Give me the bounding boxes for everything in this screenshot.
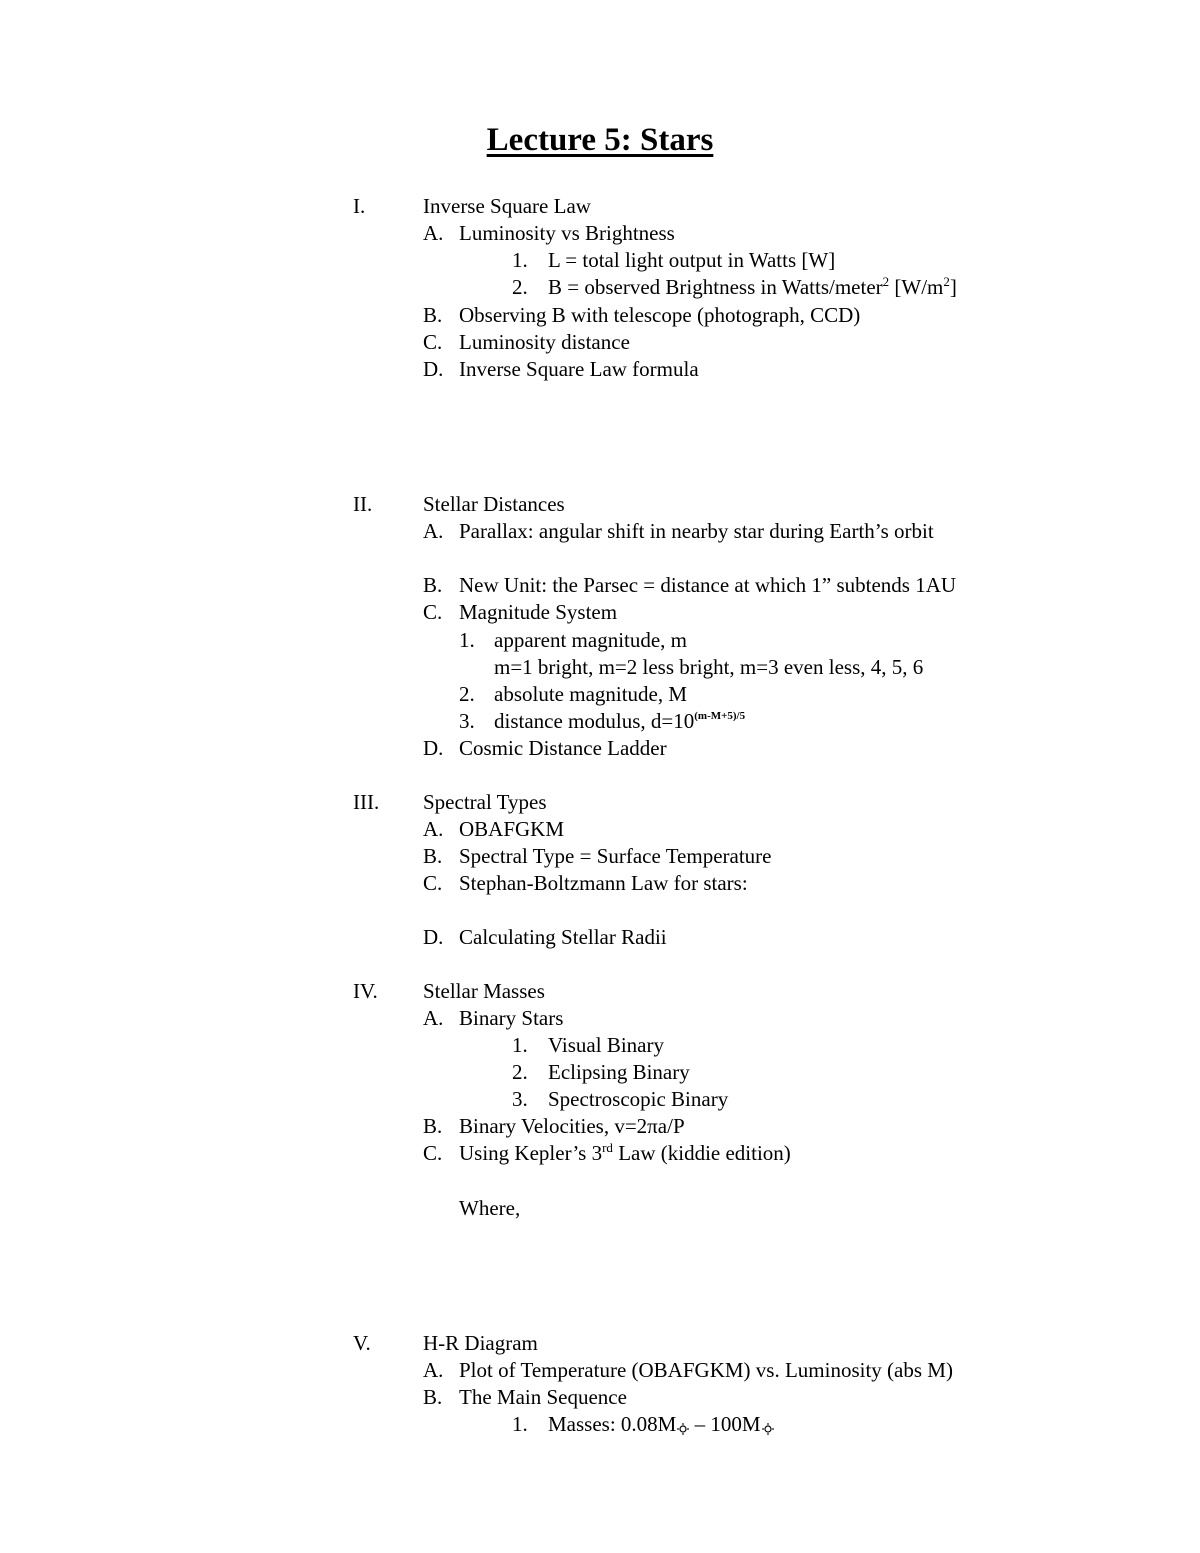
item-marker: B. — [423, 844, 443, 868]
item-marker: C. — [423, 330, 443, 354]
item-text: apparent magnitude, m — [494, 628, 688, 652]
section-title: Spectral Types — [423, 790, 547, 814]
item-text: Masses: 0.08M – 100M — [548, 1411, 774, 1437]
section-number: IV. — [353, 979, 378, 1003]
sun-symbol-icon — [762, 1423, 774, 1435]
item-marker: 2. — [512, 275, 528, 299]
item-text: Where, — [459, 1196, 521, 1220]
item-marker: A. — [423, 1006, 444, 1030]
item-marker: B. — [423, 303, 443, 327]
section-title: H-R Diagram — [423, 1331, 538, 1355]
section-title: Inverse Square Law — [423, 194, 591, 218]
item-marker: 1. — [512, 1033, 528, 1057]
page-title: Lecture 5: Stars — [486, 122, 714, 158]
sun-symbol-icon — [677, 1423, 689, 1435]
item-text: Eclipsing Binary — [548, 1060, 690, 1084]
item-marker: D. — [423, 357, 444, 381]
item-text: Inverse Square Law formula — [459, 357, 699, 381]
item-marker: 2. — [459, 682, 475, 706]
item-text: Visual Binary — [548, 1033, 664, 1057]
item-marker: 3. — [459, 709, 475, 733]
item-marker: A. — [423, 519, 444, 543]
item-text: m=1 bright, m=2 less bright, m=3 even less, 4, 5, 6 — [494, 655, 924, 679]
item-text: Parallax: angular shift in nearby star during Earth’s orbit — [459, 519, 934, 543]
item-text: B = observed Brightness in Watts/meter$^2$ $[W/m^2]$ — [548, 274, 957, 299]
item-text: L = total light output in Watts [W] — [548, 248, 836, 272]
item-marker: B. — [423, 1385, 443, 1409]
section-number: II. — [353, 492, 373, 516]
item-text: Binary Velocities, v=2πa/P — [459, 1114, 685, 1138]
item-text: Observing B with telescope (photograph, CCD) — [459, 303, 861, 327]
section-title: Stellar Distances — [423, 492, 565, 516]
item-text: Spectroscopic Binary — [548, 1087, 729, 1111]
item-text: Luminosity distance — [459, 330, 630, 354]
item-marker: 3. — [512, 1087, 528, 1111]
item-marker: C. — [423, 1141, 443, 1165]
section-title: Stellar Masses — [423, 979, 545, 1003]
item-text: Spectral Type = Surface Temperature — [459, 844, 772, 868]
item-marker: A. — [423, 817, 444, 841]
item-text: distance modulus, $d=10^{(m-M+5)/5}$ — [494, 709, 746, 733]
item-text: The Main Sequence — [459, 1385, 627, 1409]
item-text: Magnitude System — [459, 600, 618, 624]
item-marker: 1. — [459, 628, 475, 652]
item-marker: 2. — [512, 1060, 528, 1084]
item-text: New Unit: the Parsec = distance at which 1” subtends 1AU — [459, 573, 957, 597]
item-marker: 1. — [512, 1412, 528, 1436]
item-text: Plot of Temperature (OBAFGKM) vs. Luminosity (abs M) — [459, 1358, 953, 1382]
item-marker: A. — [423, 221, 444, 245]
section-number: V. — [353, 1331, 371, 1355]
item-text: OBAFGKM — [459, 817, 565, 841]
item-text: absolute magnitude, M — [494, 682, 688, 706]
item-text: Stephan-Boltzmann Law for stars: — [459, 871, 748, 895]
item-marker: 1. — [512, 248, 528, 272]
section-number: III. — [353, 790, 380, 814]
item-text: Calculating Stellar Radii — [459, 925, 667, 949]
item-marker: C. — [423, 871, 443, 895]
item-text: Using Kepler’s 3rd Law (kiddie edition) — [459, 1140, 791, 1165]
item-marker: D. — [423, 925, 444, 949]
item-marker: B. — [423, 1114, 443, 1138]
item-marker: B. — [423, 573, 443, 597]
item-marker: A. — [423, 1358, 444, 1382]
item-text: Binary Stars — [459, 1006, 564, 1030]
item-text: Cosmic Distance Ladder — [459, 736, 667, 760]
section-number: I. — [353, 194, 366, 218]
item-text: Luminosity vs Brightness — [459, 221, 675, 245]
item-marker: C. — [423, 600, 443, 624]
item-marker: D. — [423, 736, 444, 760]
